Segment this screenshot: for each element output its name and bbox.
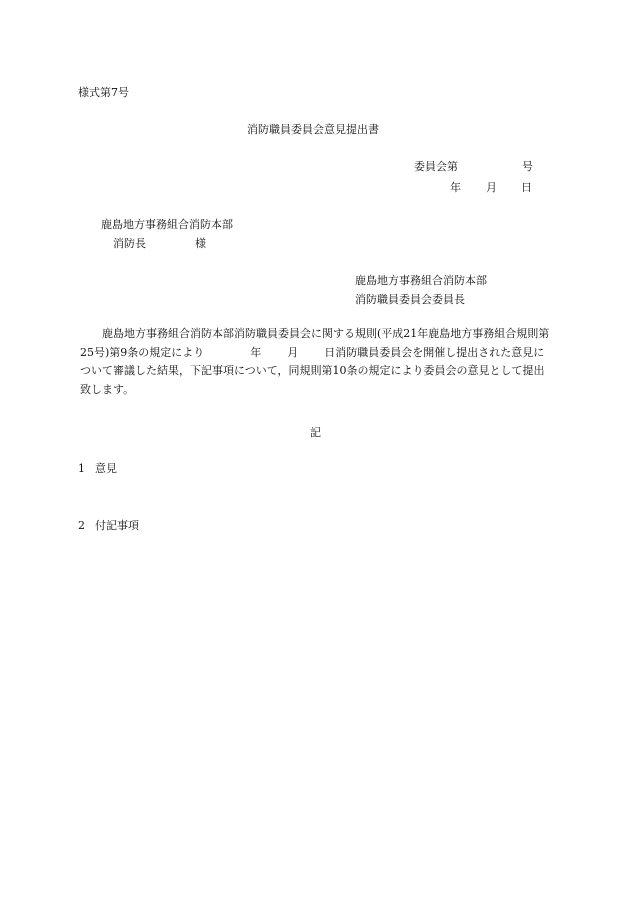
item-number: 2 (78, 519, 85, 532)
recipient-title-line (0, 237, 630, 251)
ki-heading: 記 (310, 426, 321, 439)
body-part2: 日消防職員委員会を開催し提出された意見について審議した結果，下記事項について，同規則第10条の規定により委員会の意見として提出致します。 (80, 345, 545, 396)
date-day: 日 (521, 181, 532, 194)
body-paragraph (80, 325, 555, 399)
reference-number (0, 160, 630, 174)
body-year: 年 (250, 345, 262, 359)
date-line (0, 181, 630, 195)
list-item (0, 519, 630, 533)
form-number: 様式第7号 (78, 86, 129, 99)
body-part1: 鹿島地方事務組合消防本部消防職員委員会に関する規則(平成21年鹿島地方事務組合規則第25号)第9条の規定により (80, 327, 550, 359)
ref-suffix: 号 (522, 160, 533, 173)
recipient-honorific: 様 (195, 237, 206, 250)
body-month: 月 (287, 345, 299, 359)
recipient-org: 鹿島地方事務組合消防本部 (101, 218, 233, 231)
sender-title: 消防職員委員会委員長 (355, 293, 465, 306)
recipient-title: 消防長 (113, 237, 146, 250)
item-label: 意見 (95, 462, 117, 475)
date-year: 年 (450, 181, 461, 194)
date-month: 月 (486, 181, 497, 194)
sender-org: 鹿島地方事務組合消防本部 (355, 274, 487, 287)
item-label: 付記事項 (95, 519, 139, 532)
document-title: 消防職員委員会意見提出書 (247, 123, 379, 136)
list-item (0, 462, 630, 476)
item-number: 1 (78, 462, 85, 475)
ref-prefix: 委員会第 (414, 160, 458, 173)
